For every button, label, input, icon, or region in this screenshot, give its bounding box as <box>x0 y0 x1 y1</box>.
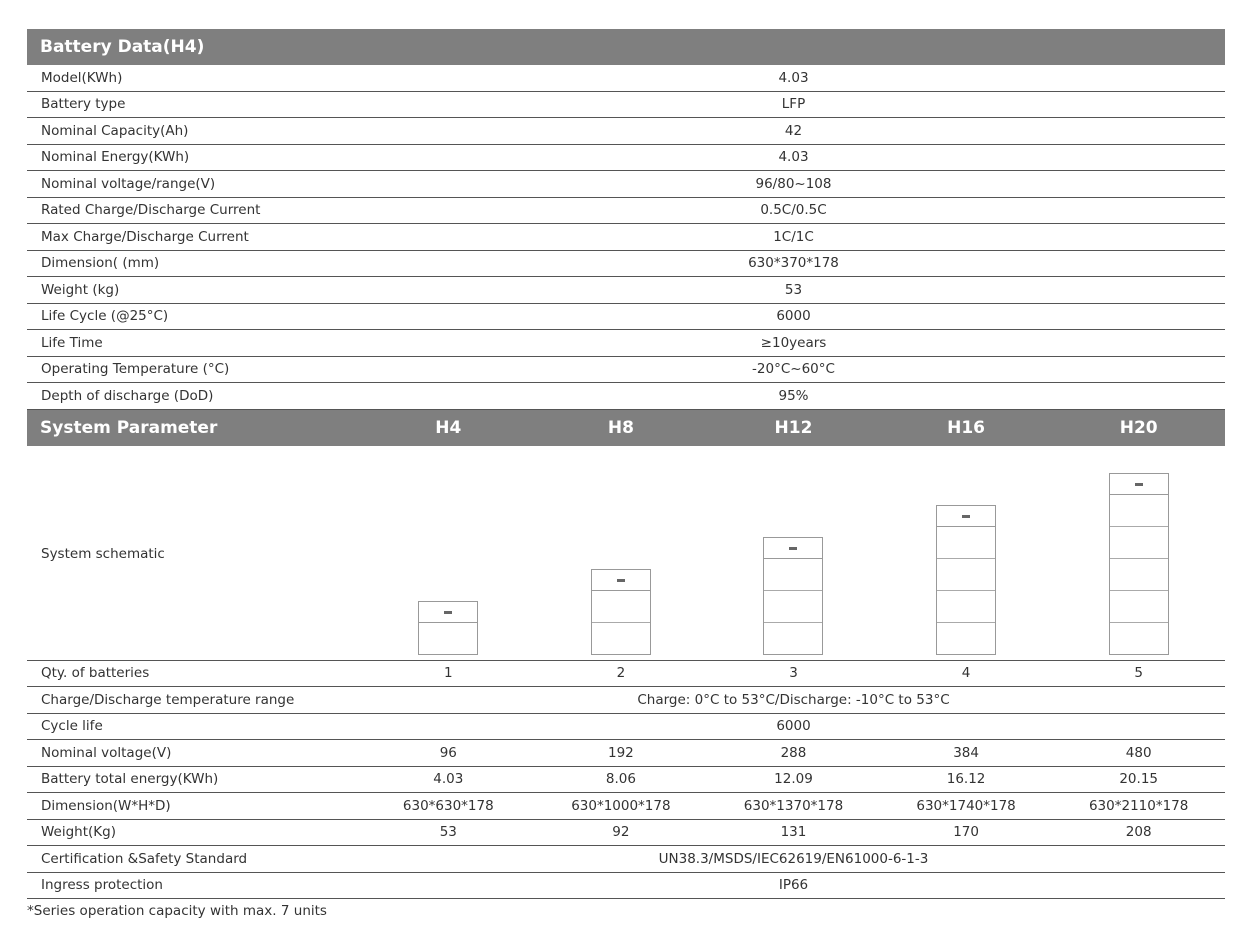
row-value: ≥10years <box>760 334 827 351</box>
system-row-voltage <box>27 740 1225 767</box>
row-value-h16: 170 <box>953 824 979 841</box>
battery-data-row <box>27 224 1225 251</box>
system-row-cycle <box>27 714 1225 741</box>
row-value-h8: 92 <box>612 824 630 841</box>
row-label: Nominal voltage/range(V) <box>41 175 216 192</box>
system-row-dimension <box>27 793 1225 820</box>
row-label: Battery type <box>41 96 126 113</box>
row-value: UN38.3/MSDS/IEC62619/EN61000-6-1-3 <box>658 850 929 867</box>
row-value-h12: 3 <box>789 665 798 682</box>
power-indicator-icon <box>1135 483 1143 486</box>
row-value-h20: 20.15 <box>1119 771 1158 788</box>
row-label: Life Cycle (@25°C) <box>41 308 169 325</box>
row-value-h4: 1 <box>444 665 453 682</box>
system-parameter-header <box>27 410 1225 446</box>
system-schematic-row <box>27 446 1225 661</box>
spec-sheet <box>27 29 1225 899</box>
battery-data-row <box>27 304 1225 331</box>
battery-module <box>1110 495 1168 527</box>
row-value-h8: 8.06 <box>605 771 636 788</box>
row-value-h8: 192 <box>608 744 634 761</box>
power-indicator-icon <box>962 515 970 518</box>
row-value: 95% <box>778 387 809 404</box>
system-row-temp <box>27 687 1225 714</box>
model-header-h4: H4 <box>435 417 462 438</box>
row-value-h4: 53 <box>439 824 457 841</box>
row-value-h16: 16.12 <box>946 771 986 788</box>
row-value-h4: 630*630*178 <box>402 797 494 814</box>
row-label: Operating Temperature (°C) <box>41 361 230 378</box>
row-value-h16: 630*1740*178 <box>916 797 1016 814</box>
battery-module <box>1110 623 1168 654</box>
battery-data-row <box>27 118 1225 145</box>
row-value-h12: 131 <box>780 824 807 841</box>
power-indicator-icon <box>789 547 797 550</box>
row-value-h16: 384 <box>953 744 979 761</box>
battery-data-row <box>27 383 1225 410</box>
controller-module <box>1110 474 1168 495</box>
battery-module <box>592 591 650 623</box>
row-value-h8: 630*1000*178 <box>571 797 671 814</box>
row-label: Model(KWh) <box>41 69 123 86</box>
battery-module <box>1110 591 1168 623</box>
row-label: Nominal voltage(V) <box>41 744 172 761</box>
row-value: 1C/1C <box>773 228 814 245</box>
row-value: 0.5C/0.5C <box>760 202 827 219</box>
battery-data-row <box>27 251 1225 278</box>
row-value: IP66 <box>778 877 809 894</box>
battery-stack-icon <box>591 569 651 655</box>
row-value: LFP <box>781 96 806 113</box>
row-value: 4.03 <box>778 69 809 86</box>
row-label: Ingress protection <box>41 877 163 894</box>
row-label: Dimension(W*H*D) <box>41 797 171 814</box>
row-value-h20: 208 <box>1125 824 1152 841</box>
battery-data-row <box>27 198 1225 225</box>
system-schematic-label: System schematic <box>41 545 165 562</box>
battery-stack-icon <box>936 505 996 655</box>
model-header-h8: H8 <box>607 417 634 438</box>
controller-module <box>419 602 477 623</box>
row-value-h12: 288 <box>780 744 807 761</box>
row-value: 42 <box>784 122 803 139</box>
battery-module <box>764 591 822 623</box>
battery-data-header <box>27 29 1225 65</box>
battery-data-row <box>27 171 1225 198</box>
system-row-weight <box>27 820 1225 847</box>
battery-data-row <box>27 92 1225 119</box>
row-label: Certification &Safety Standard <box>41 850 248 867</box>
battery-data-row <box>27 65 1225 92</box>
row-label: Battery total energy(KWh) <box>41 771 219 788</box>
row-value-h4: 96 <box>439 744 457 761</box>
power-indicator-icon <box>617 579 625 582</box>
row-label: Qty. of batteries <box>41 665 150 682</box>
row-value-h20: 5 <box>1134 665 1143 682</box>
row-value: 96/80~108 <box>755 175 832 192</box>
battery-module <box>937 623 995 654</box>
row-value: 630*370*178 <box>748 255 839 272</box>
row-value-h16: 4 <box>961 665 971 682</box>
controller-module <box>764 538 822 559</box>
row-label: Depth of discharge (DoD) <box>41 387 214 404</box>
controller-module <box>937 506 995 527</box>
battery-module <box>592 623 650 654</box>
row-value-h20: 480 <box>1125 744 1152 761</box>
battery-stack-icon <box>418 601 478 655</box>
row-label: Nominal Energy(KWh) <box>41 149 190 166</box>
row-label: Max Charge/Discharge Current <box>41 228 249 245</box>
battery-stack-icon <box>763 537 823 655</box>
row-value: 6000 <box>776 718 811 735</box>
row-label: Rated Charge/Discharge Current <box>41 202 261 219</box>
row-value: 4.03 <box>778 149 809 166</box>
schematic-col-h12 <box>707 446 880 660</box>
schematic-col-h8 <box>535 446 708 660</box>
battery-data-row <box>27 145 1225 172</box>
row-value-h8: 2 <box>616 665 626 682</box>
battery-module <box>764 623 822 654</box>
row-label: Nominal Capacity(Ah) <box>41 122 189 139</box>
battery-module <box>1110 559 1168 591</box>
battery-module <box>937 591 995 623</box>
power-indicator-icon <box>444 611 452 614</box>
row-label: Dimension( (mm) <box>41 255 160 272</box>
controller-module <box>592 570 650 591</box>
battery-module <box>419 623 477 654</box>
system-parameter-title: System Parameter <box>40 417 218 438</box>
battery-data-row <box>27 357 1225 384</box>
system-row-ip <box>27 873 1225 900</box>
row-label: Weight(Kg) <box>41 824 116 841</box>
row-value-h20: 630*2110*178 <box>1088 797 1189 814</box>
row-label: Cycle life <box>41 718 103 735</box>
battery-module <box>764 559 822 591</box>
battery-data-table <box>27 65 1225 410</box>
model-header-h20: H20 <box>1119 417 1158 438</box>
row-value: 6000 <box>776 308 811 325</box>
row-value-h4: 4.03 <box>433 771 464 788</box>
battery-data-title: Battery Data(H4) <box>40 37 205 57</box>
row-value: 53 <box>784 281 803 298</box>
row-label: Life Time <box>41 334 103 351</box>
model-header-h16: H16 <box>947 417 986 438</box>
row-value-h12: 630*1370*178 <box>743 797 844 814</box>
battery-module <box>937 559 995 591</box>
battery-module <box>1110 527 1168 559</box>
model-header-h12: H12 <box>774 417 813 438</box>
system-row-cert <box>27 846 1225 873</box>
battery-data-row <box>27 277 1225 304</box>
row-value: -20°C~60°C <box>752 361 835 378</box>
row-value-h12: 12.09 <box>774 771 813 788</box>
schematic-col-h20 <box>1052 446 1225 660</box>
battery-module <box>937 527 995 559</box>
footnote: *Series operation capacity with max. 7 units <box>27 903 327 919</box>
row-value: Charge: 0°C to 53°C/Discharge: -10°C to 53°C <box>637 691 950 708</box>
system-parameter-table <box>27 661 1225 900</box>
battery-stack-icon <box>1109 473 1169 655</box>
row-label: Charge/Discharge temperature range <box>41 691 295 708</box>
system-row-energy <box>27 767 1225 794</box>
row-label: Weight (kg) <box>41 281 120 298</box>
schematic-col-h16 <box>880 446 1053 660</box>
battery-data-row <box>27 330 1225 357</box>
schematic-col-h4 <box>362 446 535 660</box>
system-row-qty <box>27 661 1225 688</box>
